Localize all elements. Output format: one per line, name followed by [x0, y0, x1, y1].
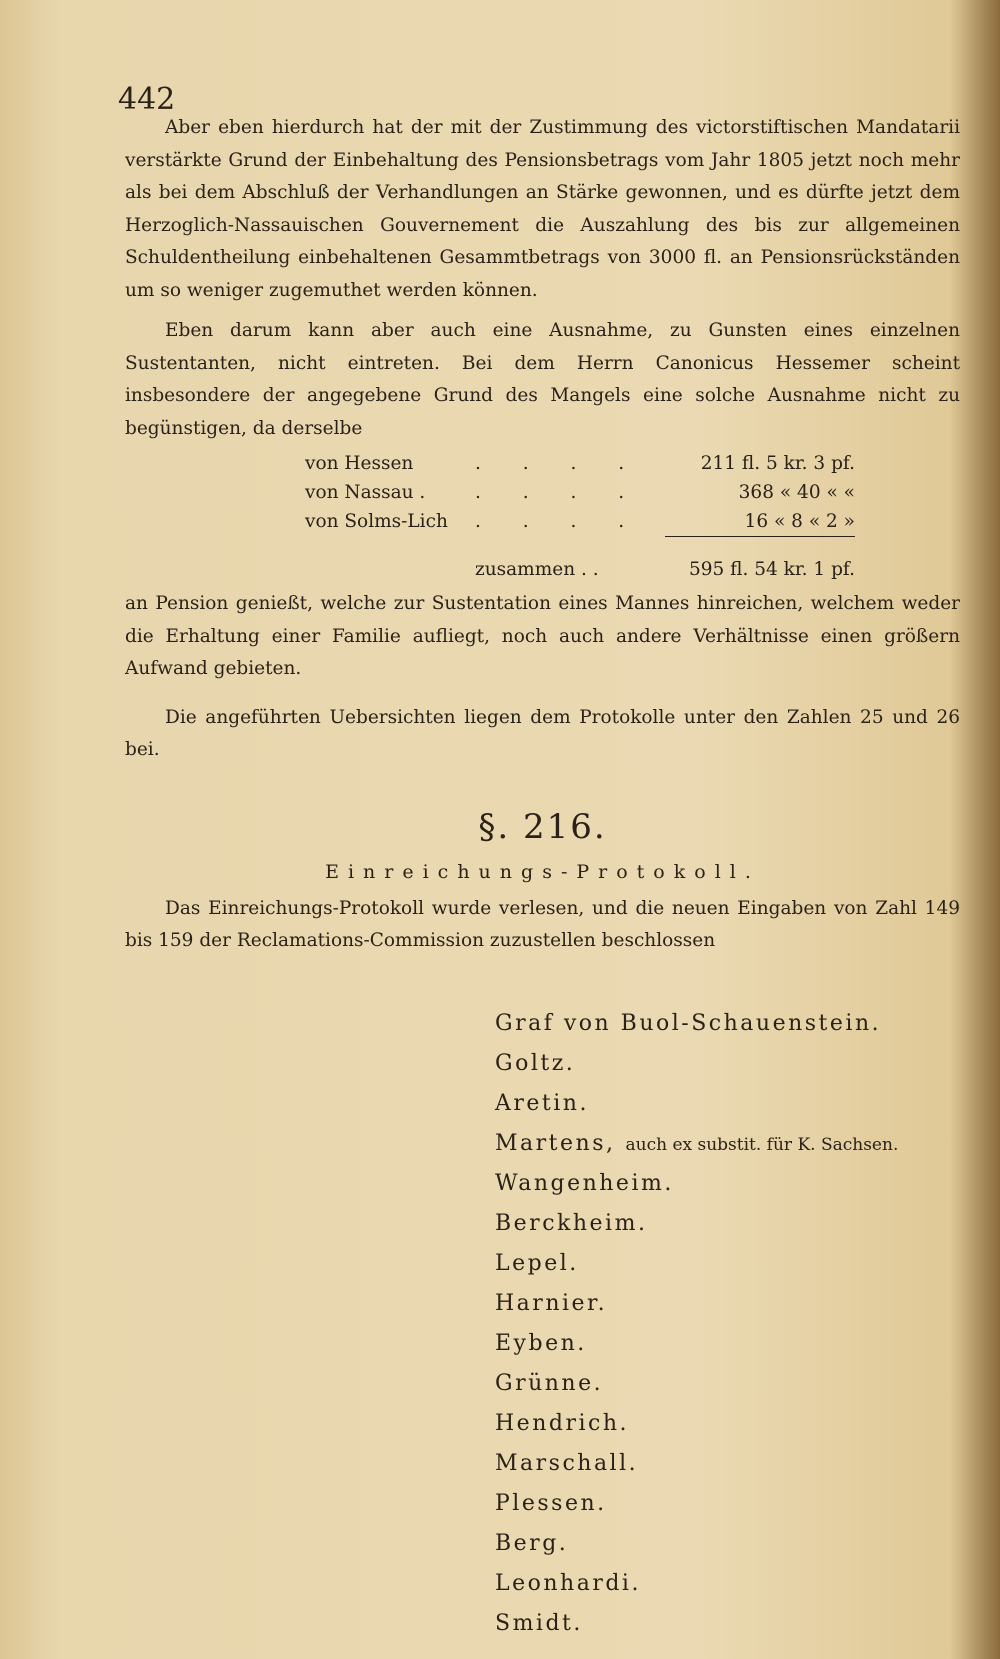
signature: Plessen.	[495, 1490, 607, 1516]
signature-note: auch ex substit. für K. Sachsen.	[625, 1134, 899, 1155]
pension-row	[305, 478, 855, 507]
pension-source: von Nassau .	[305, 482, 426, 503]
pension-row	[305, 507, 855, 537]
pension-dots: . . . .	[475, 482, 643, 503]
paragraph-pension-sufficiency: an Pension genießt, welche zur Sustentation eines Mannes hinreichen, welchem weder die Erhaltung einer Familie aufliegt, noch auch andere Verhältnisse einen größern Aufwand gebieten.	[125, 593, 960, 679]
section-number: §. 216.	[478, 806, 607, 847]
signature: Graf von Buol-Schauenstein.	[495, 1010, 882, 1036]
signature: Aretin.	[495, 1090, 589, 1116]
paragraph-pension-withholding: Aber eben hierdurch hat der mit der Zustimmung des victorstiftischen Mandatarii verstärkte Grund der Einbehaltung des Pensionsbetrags vom Jahr 1805 jetzt noch mehr als bei dem Abschluß der Verhandlungen an Stärke gewonnen, und es dürfte jetzt dem Herzoglich-Nassauischen Gouvernement die Auszahlung des bis zur allgemeinen Schuldentheilung einbehaltenen Gesammtbetrags von 3000 fl. an Pensionsrückständen um so weniger zugemuthet werden können.	[125, 117, 960, 301]
pension-row	[305, 449, 855, 478]
pension-table	[305, 449, 855, 584]
pension-amount: 211 fl. 5 kr. 3 pf.	[700, 453, 855, 474]
signature: Martens, auch ex substit. für K. Sachsen.	[495, 1130, 899, 1156]
pension-dots: . . . .	[475, 511, 643, 533]
paragraph-einreichung: Das Einreichungs-Protokoll wurde verlesen, und die neuen Eingaben von Zahl 149 bis 159 der Reclamations-Commission zuzustellen beschlossen	[125, 897, 960, 951]
pension-total-row	[305, 537, 855, 585]
page-number: 442	[118, 82, 176, 117]
signature: Berg.	[495, 1530, 569, 1556]
signature: Hendrich.	[495, 1410, 629, 1436]
signature-list	[495, 1004, 960, 1644]
section-title: Einreichungs-Protokoll.	[325, 860, 760, 883]
pension-total-amount: 595 fl. 54 kr. 1 pf.	[665, 537, 855, 585]
pension-source: von Hessen	[305, 453, 414, 474]
pension-total-label: zusammen . .	[475, 558, 599, 580]
signature: Wangenheim.	[495, 1170, 674, 1196]
signature: Leonhardi.	[495, 1570, 641, 1596]
paragraph-overviews: Die angeführten Uebersichten liegen dem Protokolle unter den Zahlen 25 und 26 bei.	[125, 706, 960, 760]
signature: Marschall.	[495, 1450, 639, 1476]
paragraph-no-exception: Eben darum kann aber auch eine Ausnahme, zu Gunsten eines einzelnen Sustentanten, nicht eintreten. Bei dem Herrn Canonicus Hessemer scheint insbesondere der angegebene Grund des Mangels eine solche Ausnahme nicht zu begünstigen, da derselbe	[125, 320, 960, 439]
signature: Grünne.	[495, 1370, 604, 1396]
signature: Smidt.	[495, 1610, 583, 1636]
pension-amount: 16 « 8 « 2 »	[744, 511, 855, 532]
signature: Goltz.	[495, 1050, 576, 1076]
pension-source: von Solms-Lich	[305, 511, 448, 533]
signature: Eyben.	[495, 1330, 587, 1356]
pension-dots: . . . .	[475, 453, 643, 474]
pension-amount: 368 « 40 « «	[738, 482, 855, 503]
signature: Berckheim.	[495, 1210, 648, 1236]
signature: Lepel.	[495, 1250, 579, 1276]
signature: Harnier.	[495, 1290, 608, 1316]
